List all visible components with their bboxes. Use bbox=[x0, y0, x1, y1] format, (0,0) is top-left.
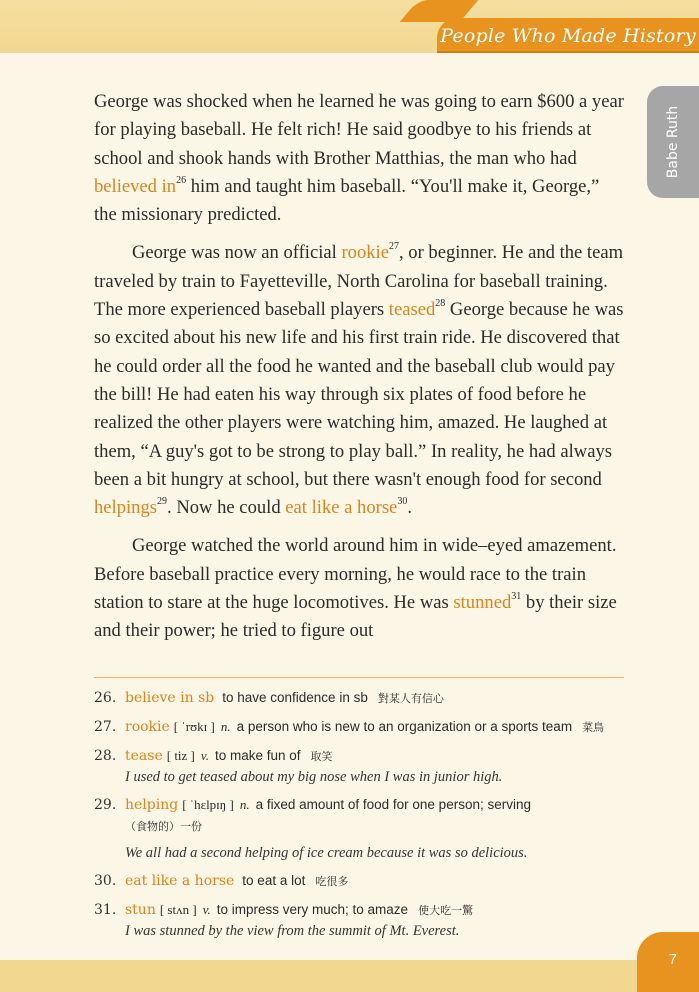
page-number: 7 bbox=[668, 951, 677, 968]
text-run: him and taught him baseball. “You'll make it, George,” the missionary predicted. bbox=[94, 175, 600, 226]
glossary-item bbox=[94, 795, 634, 863]
text-run: George was now an official bbox=[132, 242, 342, 264]
paragraph-3 bbox=[94, 532, 624, 645]
paragraph-2 bbox=[94, 239, 624, 522]
glossary-item bbox=[94, 900, 634, 941]
glossary-item bbox=[94, 871, 634, 892]
glossary-number: 30. bbox=[94, 873, 117, 889]
footnote-ref[interactable]: 26 bbox=[176, 174, 187, 186]
glossary-definition: to have confidence in sb bbox=[222, 690, 368, 705]
glossary-chinese: 菜鳥 bbox=[582, 721, 605, 734]
text-run: George watched the world around him in wide–eyed amazement. Before baseball practice every morning, he would race to the train station to stare at the huge locomotives. He was bbox=[94, 535, 617, 614]
glossary-part-of-speech: n. bbox=[239, 797, 250, 812]
glossary-definition: to eat a lot bbox=[242, 873, 306, 888]
glossary-example: I used to get teased about my big nose when I was in junior high. bbox=[125, 769, 503, 785]
glossary-word[interactable]: stun bbox=[125, 902, 156, 918]
glossary-number: 31. bbox=[94, 902, 117, 918]
vocab-highlight[interactable]: eat like a horse bbox=[285, 497, 398, 519]
glossary-phonetic: [ stʌn ] bbox=[159, 902, 197, 917]
footnote-ref[interactable]: 29 bbox=[157, 495, 168, 507]
glossary-word[interactable]: tease bbox=[125, 748, 163, 764]
glossary-chinese: 對某人有信心 bbox=[377, 692, 444, 705]
glossary-number: 28. bbox=[94, 748, 117, 764]
story-text bbox=[94, 88, 624, 656]
glossary-part-of-speech: n. bbox=[220, 719, 231, 734]
glossary bbox=[94, 688, 634, 949]
footnote-ref[interactable]: 27 bbox=[388, 241, 399, 253]
text-run: . Now he could bbox=[167, 497, 286, 519]
vocab-highlight[interactable]: stunned bbox=[453, 592, 512, 614]
text-run: . bbox=[407, 497, 412, 519]
glossary-divider bbox=[94, 677, 624, 678]
glossary-word[interactable]: rookie bbox=[125, 719, 170, 735]
vocab-highlight[interactable]: believed in bbox=[94, 175, 177, 197]
glossary-number: 26. bbox=[94, 690, 117, 706]
chapter-side-tab[interactable] bbox=[647, 86, 699, 198]
glossary-phonetic: [ ˈhɛlpɪŋ ] bbox=[182, 797, 234, 812]
text-run: by their size and their power; he tried to figure out bbox=[94, 592, 617, 642]
glossary-word[interactable]: eat like a horse bbox=[125, 873, 235, 889]
glossary-chinese: 吃很多 bbox=[315, 875, 349, 888]
glossary-part-of-speech: v. bbox=[202, 902, 211, 917]
footnote-ref[interactable]: 31 bbox=[511, 590, 522, 602]
glossary-phonetic: [ tiz ] bbox=[166, 748, 195, 763]
glossary-definition: to make fun of bbox=[214, 748, 301, 763]
glossary-definition: to impress very much; to amaze bbox=[216, 902, 409, 917]
glossary-definition: a person who is new to an organization or a sports team bbox=[236, 719, 573, 734]
glossary-number: 27. bbox=[94, 719, 117, 735]
glossary-word[interactable]: helping bbox=[125, 797, 179, 813]
footnote-ref[interactable]: 30 bbox=[397, 495, 408, 507]
glossary-part-of-speech: v. bbox=[200, 748, 209, 763]
page-number-tab bbox=[637, 932, 699, 992]
glossary-chinese: （食物的）一份 bbox=[125, 820, 202, 833]
glossary-word[interactable]: believe in sb bbox=[125, 690, 215, 706]
glossary-example: I was stunned by the view from the summit of Mt. Everest. bbox=[125, 923, 460, 939]
footnote-ref[interactable]: 28 bbox=[435, 297, 446, 309]
glossary-item bbox=[94, 746, 634, 787]
glossary-definition: a fixed amount of food for one person; serving bbox=[255, 797, 531, 812]
footer-band bbox=[0, 960, 699, 992]
text-run: George was shocked when he learned he was going to earn $600 a year for playing baseball. He felt rich! He said goodbye to his friends at school and shook hands with Brother Matthias, the man who had bbox=[94, 91, 624, 169]
glossary-chinese: 使大吃一驚 bbox=[418, 904, 474, 917]
glossary-example: We all had a second helping of ice cream because it was so delicious. bbox=[125, 845, 528, 861]
header-tab bbox=[437, 18, 699, 53]
vocab-highlight[interactable]: teased bbox=[388, 299, 436, 321]
glossary-chinese: 取笑 bbox=[310, 750, 333, 763]
vocab-highlight[interactable]: helpings bbox=[94, 497, 158, 519]
vocab-highlight[interactable]: rookie bbox=[341, 242, 389, 264]
glossary-number: 29. bbox=[94, 797, 117, 813]
glossary-phonetic: [ ˈrʊkɪ ] bbox=[173, 719, 215, 734]
book-title: People Who Made History bbox=[440, 24, 696, 47]
glossary-item bbox=[94, 717, 634, 738]
text-run: , or beginner. He and the team traveled by train to Fayetteville, North Carolina for baseball training. The more experienced baseball players bbox=[94, 242, 624, 321]
glossary-item bbox=[94, 688, 634, 709]
text-run: George because he was so excited about his new life and his first train ride. He discovered that he could order all the food he wanted and the baseball club would pay the bill! He had eaten his way through six plates of food before he realized the other players were watching him, amazed. He laughed at them, “A guy's got to be strong to play ball.” In reality, he had always been a bit hungry at school, but there wasn't enough food for second bbox=[94, 299, 624, 490]
paragraph-1 bbox=[94, 88, 624, 229]
chapter-label: Babe Ruth bbox=[665, 105, 681, 179]
